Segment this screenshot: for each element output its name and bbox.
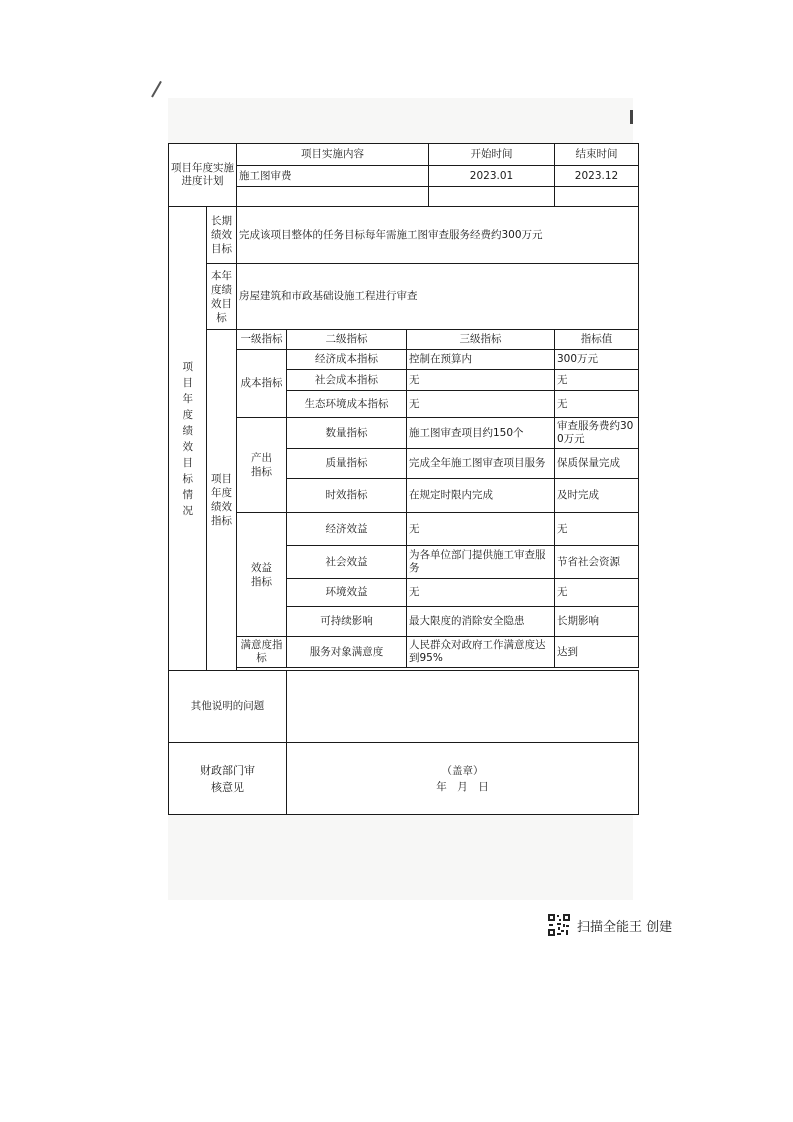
level3-cell: 无: [407, 513, 555, 546]
schedule-content-cell: 施工图审费: [237, 166, 429, 187]
value-cell: 无: [555, 513, 639, 546]
level3-cell: 在规定时限内完成: [407, 479, 555, 513]
level2-cell: 社会成本指标: [287, 370, 407, 391]
header-level1: 一级指标: [237, 330, 287, 350]
output-indicator-label-text: 产出指标: [251, 452, 272, 478]
value-cell: 节省社会资源: [555, 546, 639, 579]
scanner-brand-text: 扫描全能王 创建: [577, 919, 673, 935]
header-start-time: 开始时间: [429, 144, 555, 166]
performance-section-label: [169, 207, 207, 671]
scan-artifact-mark: [630, 110, 633, 124]
value-cell: 保质保量完成: [555, 449, 639, 479]
level2-cell: 社会效益: [287, 546, 407, 579]
value-cell: 审查服务费约300万元: [555, 418, 639, 449]
scanner-watermark: [547, 912, 672, 938]
level2-cell: 经济效益: [287, 513, 407, 546]
level2-cell: 经济成本指标: [287, 350, 407, 370]
schedule-row-label: [169, 144, 237, 207]
level3-cell: 无: [407, 391, 555, 418]
benefit-indicator-label-text: 效益指标: [251, 561, 272, 588]
schedule-content-cell: [237, 187, 429, 207]
level2-cell: 时效指标: [287, 479, 407, 513]
value-cell: 300万元: [555, 350, 639, 370]
level3-cell: 施工图审查项目约150个: [407, 418, 555, 449]
long-term-label-text: 长期绩效目标: [211, 215, 232, 255]
cost-indicator-label: 成本指标: [237, 350, 287, 418]
value-cell: 无: [555, 579, 639, 607]
annual-goal-label-text: 本年度绩效目标: [211, 269, 232, 324]
satisfaction-indicator-label: 满意度指标: [237, 637, 287, 668]
long-term-label: [207, 207, 237, 264]
level2-cell: 服务对象满意度: [287, 637, 407, 668]
annual-goal-text: 房屋建筑和市政基础设施工程进行审查: [237, 264, 639, 330]
header-level3: 三级指标: [407, 330, 555, 350]
annual-goal-label: [207, 264, 237, 330]
level2-cell: 生态环境成本指标: [287, 391, 407, 418]
level2-cell: 数量指标: [287, 418, 407, 449]
finance-review-content: [287, 743, 639, 815]
value-cell: 及时完成: [555, 479, 639, 513]
performance-section-label-text: 项目年度绩效目标情况: [182, 360, 193, 517]
other-issues-label: 其他说明的问题: [169, 671, 287, 743]
header-end-time: 结束时间: [555, 144, 639, 166]
level3-cell: 最大限度的消除安全隐患: [407, 607, 555, 637]
value-cell: 长期影响: [555, 607, 639, 637]
header-value: 指标值: [555, 330, 639, 350]
schedule-end-cell: 2023.12: [555, 166, 639, 187]
indicator-label-text: 项目年度绩效指标: [211, 473, 232, 527]
output-indicator-label: [237, 418, 287, 513]
level2-cell: 质量指标: [287, 449, 407, 479]
level3-cell: 无: [407, 579, 555, 607]
value-cell: 达到: [555, 637, 639, 668]
value-cell: 无: [555, 391, 639, 418]
header-content: 项目实施内容: [237, 144, 429, 166]
finance-review-label-text: 财政部门审核意见: [200, 763, 255, 794]
long-term-text: 完成该项目整体的任务目标每年需施工图审查服务经费约300万元: [237, 207, 639, 264]
indicator-label: [207, 330, 237, 671]
level3-cell: 无: [407, 370, 555, 391]
finance-review-label: [169, 743, 287, 815]
other-issues-content: [287, 671, 639, 743]
level2-cell: 可持续影响: [287, 607, 407, 637]
stamp-text: （盖章）: [441, 764, 484, 777]
performance-form-table: [168, 143, 639, 815]
level3-cell: 完成全年施工图审查项目服务: [407, 449, 555, 479]
level3-cell: 人民群众对政府工作满意度达到95%: [407, 637, 555, 668]
header-level2: 二级指标: [287, 330, 407, 350]
level3-cell: 为各单位部门提供施工审查服务: [407, 546, 555, 579]
schedule-start-cell: [429, 187, 555, 207]
level2-cell: 环境效益: [287, 579, 407, 607]
level3-cell: 控制在预算内: [407, 350, 555, 370]
schedule-end-cell: [555, 187, 639, 207]
qr-code-icon: [547, 913, 571, 937]
date-text: 年 月 日: [436, 780, 489, 793]
schedule-row-label-text: 项目年度实施进度计划: [171, 162, 234, 187]
benefit-indicator-label: [237, 513, 287, 637]
scan-artifact-mark: [151, 81, 162, 98]
schedule-start-cell: 2023.01: [429, 166, 555, 187]
value-cell: 无: [555, 370, 639, 391]
